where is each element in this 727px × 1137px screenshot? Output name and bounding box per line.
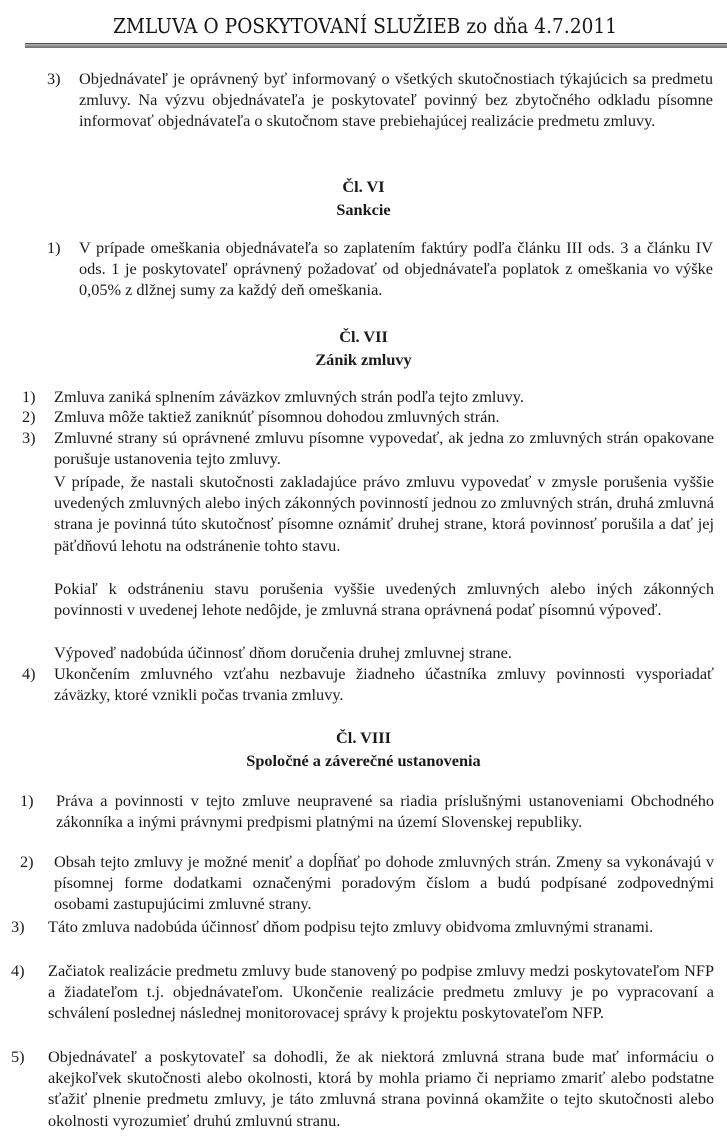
- item-text: Objednávateľ je oprávnený byť informovaný o všetkých skutočnostiach týkajúcich sa predmetu zmluvy. Na výzvu objednávateľa je poskytovateľ povinný bez zbytočného odkladu písomne informovať objednávateľa o skutočnom stave prebiehajúcej realizácie predmetu zmluvy.: [79, 69, 713, 131]
- item-text: Táto zmluva nadobúda účinnosť dňom podpisu tejto zmluvy obidvoma zmluvnými stranami.: [48, 917, 654, 936]
- item-number: 5): [11, 1047, 25, 1066]
- item-text: V prípade, že nastali skutočnosti zakladajúce právo zmluvu vypovedať v zmysle porušenia vyššie uvedených zmluvných alebo iných zákonných povinností jednou zo zmluvných strán, druhá zmluvná strana je povinná túto skutočnosť písomne oznámiť druhej strane, ktorá povinnosť porušila a dať jej päťdňovú lehotu na odstránenie tohto stavu.: [54, 472, 714, 555]
- item-number: 4): [22, 664, 36, 683]
- item-text: V prípade omeškania objednávateľa so zaplatením faktúry podľa článku III ods. 3 a článku IV ods. 1 je poskytovateľ oprávnený požadovať od objednávateľa poplatok z omeškania vo výške 0,05% z dlžnej sumy za každý deň omeškania.: [79, 238, 713, 300]
- article-8-item-4: [11, 960, 714, 1024]
- article-7-item-3-paragraph-2: [54, 471, 714, 556]
- article-number: Čl. VI: [342, 177, 385, 196]
- item-number: 4): [11, 961, 25, 980]
- article-number: Čl. VIII: [336, 728, 391, 747]
- item-text: Zmluva môže taktiež zaniknúť písomnou dohodou zmluvných strán.: [54, 407, 500, 426]
- article-7-item-3-paragraph-3: [54, 578, 714, 620]
- article-6-heading: [0, 175, 727, 221]
- article-8-item-1: [20, 790, 714, 832]
- item-text: Ukončením zmluvného vzťahu nezbavuje žiadneho účastníka zmluvy povinnosti vysporiadať záväzky, ktoré vznikli počas trvania zmluvy.: [54, 664, 714, 705]
- article-8-item-3: [11, 916, 714, 937]
- document-header-title: ZMLUVA O POSKYTOVANÍ SLUŽIEB zo dňa 4.7.2011: [113, 14, 618, 38]
- article-7-item-3: [22, 427, 714, 469]
- item-number: 3): [11, 917, 25, 936]
- item-text: Začiatok realizácie predmetu zmluvy bude stanovený po podpise zmluvy medzi poskytovateľom NFP a žiadateľom t.j. objednávateľom. Ukončenie realizácie predmetu zmluvy je po vypracovaní a schválení poslednej následnej monitorovacej správy k projektu poskytovateľom NFP.: [48, 961, 714, 1023]
- article-7-heading: [0, 325, 727, 371]
- article-7-item-1: [22, 386, 714, 407]
- item-text: Pokiaľ k odstráneniu stavu porušenia vyššie uvedených zmluvných alebo iných zákonných povinnosti v uvedenej lehote nedôjde, je zmluvná strana oprávnená podať písomnú výpoveď.: [54, 579, 714, 620]
- item-number: 2): [20, 852, 34, 871]
- item-number: 3): [22, 428, 36, 447]
- item-number: 1): [47, 238, 61, 257]
- item-text: Práva a povinnosti v tejto zmluve neupravené sa riadia príslušnými ustanoveniami Obchodného zákonníka a inými právnymi predpismi platnými na území Slovenskej republiky.: [56, 791, 714, 832]
- item-number: 1): [20, 791, 34, 810]
- article-title: Sankcie: [336, 200, 391, 219]
- item-text: Obsah tejto zmluvy je možné meniť a dopĺňať po dohode zmluvných strán. Zmeny sa vykonávajú v písomnej forme dodatkami označenými poradovým číslom a budú podpísané zodpovednými osobami zastupujúcimi zmluvné strany.: [54, 852, 714, 914]
- item-number: 3): [47, 69, 61, 88]
- article-7-item-2: [22, 406, 714, 427]
- article-title: Zánik zmluvy: [315, 350, 412, 369]
- article-7-item-4: [22, 663, 714, 705]
- item-text: Zmluvné strany sú oprávnené zmluvu písomne vypovedať, ak jedna zo zmluvných strán opakovane porušuje ustanovenia tejto zmluvy.: [54, 428, 714, 469]
- item-text: Výpoveď nadobúda účinnosť dňom doručenia druhej zmluvnej strane.: [54, 643, 512, 662]
- article-8-heading: [0, 726, 727, 772]
- header-divider: [25, 43, 727, 48]
- article-6-item-1: [47, 237, 713, 301]
- article-7-item-3-paragraph-4: [54, 642, 714, 663]
- item-text: Objednávateľ a poskytovateľ sa dohodli, že ak niektorá zmluvná strana bude mať informáciu o akejkoľvek skutočnosti alebo okolnosti, ktorá by mohla priamo či nepriamo zmariť alebo podstatne sťažiť plnenie predmetu zmluvy, je táto zmluvná strana povinná okamžite o tejto skutočnosti alebo okolnosti vyrozumieť druhú zmluvnú stranu.: [48, 1047, 714, 1130]
- article-8-item-2: [20, 851, 714, 915]
- item-number: 1): [22, 387, 36, 406]
- item-text: Zmluva zaniká splnením záväzkov zmluvných strán podľa tejto zmluvy.: [54, 387, 524, 406]
- intro-item-3: [47, 68, 713, 132]
- item-number: 2): [22, 407, 36, 426]
- article-title: Spoločné a záverečné ustanovenia: [246, 751, 481, 770]
- article-number: Čl. VII: [339, 327, 388, 346]
- article-8-item-5: [11, 1046, 714, 1131]
